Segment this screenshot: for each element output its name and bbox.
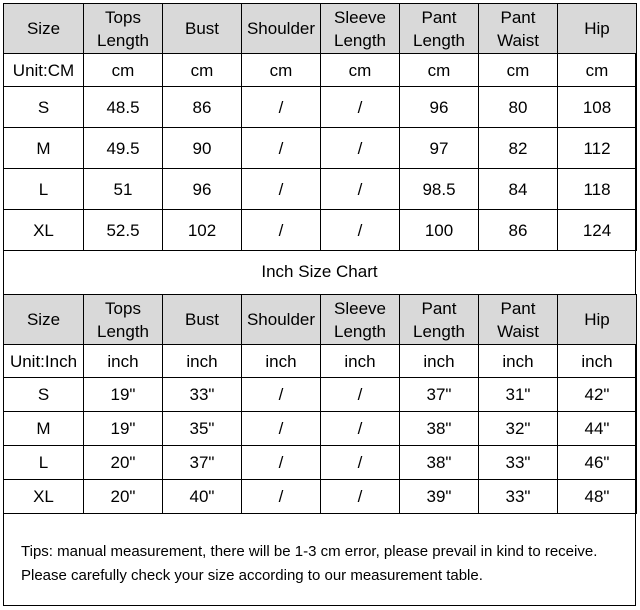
column-header-line: Tops	[105, 298, 141, 318]
measurement-cell: /	[321, 128, 400, 169]
size-label-cell: S	[4, 87, 84, 128]
column-header	[4, 295, 84, 345]
unit-cell: inch	[400, 345, 479, 378]
column-header-line: Bust	[184, 19, 220, 38]
measurement-cell: 48"	[558, 480, 637, 514]
column-header	[84, 4, 163, 54]
measurement-cell: 33"	[479, 480, 558, 514]
measurement-cell: /	[242, 412, 321, 446]
measurement-cell: 49.5	[84, 128, 163, 169]
size-label-cell: XL	[4, 480, 84, 514]
measurement-cell: /	[242, 128, 321, 169]
measurement-cell: /	[321, 169, 400, 210]
column-header-line: Length	[413, 30, 465, 50]
unit-cell: cm	[321, 54, 400, 87]
column-header-line: Size	[26, 19, 61, 38]
measurement-cell: 100	[400, 210, 479, 251]
header-row	[4, 295, 637, 345]
cm-size-table	[3, 3, 637, 251]
measurement-cell: /	[242, 378, 321, 412]
unit-cell: cm	[558, 54, 637, 87]
tips-note	[3, 520, 636, 606]
measurement-cell: 108	[558, 87, 637, 128]
measurement-cell: /	[242, 446, 321, 480]
measurement-cell: 118	[558, 169, 637, 210]
column-header-line: Sleeve	[334, 298, 386, 318]
size-label-cell: L	[4, 446, 84, 480]
measurement-cell: 98.5	[400, 169, 479, 210]
column-header	[321, 4, 400, 54]
header-row	[4, 4, 637, 54]
column-header-line: Waist	[497, 321, 539, 341]
measurement-cell: 31"	[479, 378, 558, 412]
column-header-line: Waist	[497, 30, 539, 50]
size-label-cell: XL	[4, 210, 84, 251]
unit-cell: inch	[558, 345, 637, 378]
measurement-cell: /	[321, 446, 400, 480]
measurement-cell: 84	[479, 169, 558, 210]
column-header	[558, 295, 637, 345]
measurement-cell: 38"	[400, 446, 479, 480]
measurement-cell: /	[242, 480, 321, 514]
column-header-line: Pant	[421, 7, 457, 27]
table-row	[4, 480, 637, 514]
measurement-cell: /	[321, 210, 400, 251]
size-label-cell: M	[4, 128, 84, 169]
column-header-line: Shoulder	[246, 19, 316, 38]
table-row	[4, 128, 637, 169]
column-header-line: Length	[334, 321, 386, 341]
unit-cell: Unit:CM	[4, 54, 84, 87]
measurement-cell: 112	[558, 128, 637, 169]
column-header	[321, 295, 400, 345]
column-header-line: Hip	[584, 310, 610, 329]
measurement-cell: 96	[163, 169, 242, 210]
column-header	[400, 295, 479, 345]
table-row	[4, 87, 637, 128]
measurement-cell: 80	[479, 87, 558, 128]
column-header	[242, 4, 321, 54]
measurement-cell: 86	[163, 87, 242, 128]
measurement-cell: 46"	[558, 446, 637, 480]
size-label-cell: S	[4, 378, 84, 412]
measurement-cell: 33"	[479, 446, 558, 480]
measurement-cell: /	[242, 87, 321, 128]
size-label-cell: M	[4, 412, 84, 446]
column-header	[400, 4, 479, 54]
measurement-cell: 38"	[400, 412, 479, 446]
unit-cell: cm	[400, 54, 479, 87]
unit-cell: cm	[163, 54, 242, 87]
table-row	[4, 210, 637, 251]
column-header	[163, 295, 242, 345]
tips-line: Tips: manual measurement, there will be 1-3 cm error, please prevail in kind to receive.	[21, 543, 598, 560]
inch-size-table	[3, 294, 637, 514]
unit-cell: inch	[321, 345, 400, 378]
measurement-cell: /	[321, 87, 400, 128]
measurement-cell: 42"	[558, 378, 637, 412]
column-header-line: Hip	[584, 19, 610, 38]
unit-cell: cm	[479, 54, 558, 87]
unit-cell: cm	[84, 54, 163, 87]
measurement-cell: /	[242, 169, 321, 210]
measurement-cell: 19"	[84, 378, 163, 412]
measurement-cell: 52.5	[84, 210, 163, 251]
table-row	[4, 378, 637, 412]
measurement-cell: 40"	[163, 480, 242, 514]
measurement-cell: 51	[84, 169, 163, 210]
column-header-line: Pant	[500, 298, 536, 318]
unit-row	[4, 54, 637, 87]
measurement-cell: 39"	[400, 480, 479, 514]
table-row	[4, 446, 637, 480]
column-header	[4, 4, 84, 54]
column-header	[479, 4, 558, 54]
measurement-cell: 44"	[558, 412, 637, 446]
column-header-line: Pant	[500, 7, 536, 27]
unit-cell: Unit:Inch	[4, 345, 84, 378]
unit-cell: cm	[242, 54, 321, 87]
column-header-line: Shoulder	[246, 310, 316, 329]
table-row	[4, 169, 637, 210]
measurement-cell: 20"	[84, 480, 163, 514]
measurement-cell: 96	[400, 87, 479, 128]
measurement-cell: /	[321, 480, 400, 514]
unit-cell: inch	[163, 345, 242, 378]
table-row	[4, 412, 637, 446]
measurement-cell: /	[321, 412, 400, 446]
column-header-line: Pant	[421, 298, 457, 318]
unit-row	[4, 345, 637, 378]
measurement-cell: 35"	[163, 412, 242, 446]
column-header	[163, 4, 242, 54]
column-header	[242, 295, 321, 345]
unit-cell: inch	[479, 345, 558, 378]
measurement-cell: 90	[163, 128, 242, 169]
inch-chart-title: Inch Size Chart	[3, 250, 636, 294]
tips-line: Please carefully check your size according to our measurement table.	[21, 567, 483, 584]
column-header-line: Length	[97, 321, 149, 341]
measurement-cell: 33"	[163, 378, 242, 412]
column-header-line: Length	[97, 30, 149, 50]
column-header-line: Sleeve	[334, 7, 386, 27]
measurement-cell: 86	[479, 210, 558, 251]
measurement-cell: 19"	[84, 412, 163, 446]
measurement-cell: 37"	[400, 378, 479, 412]
unit-cell: inch	[242, 345, 321, 378]
measurement-cell: 37"	[163, 446, 242, 480]
column-header	[558, 4, 637, 54]
measurement-cell: 82	[479, 128, 558, 169]
measurement-cell: /	[321, 378, 400, 412]
column-header-line: Length	[334, 30, 386, 50]
column-header-line: Tops	[105, 7, 141, 27]
measurement-cell: 20"	[84, 446, 163, 480]
column-header-line: Size	[26, 310, 61, 329]
column-header-line: Length	[413, 321, 465, 341]
unit-cell: inch	[84, 345, 163, 378]
measurement-cell: 97	[400, 128, 479, 169]
column-header-line: Bust	[184, 310, 220, 329]
measurement-cell: /	[242, 210, 321, 251]
column-header	[479, 295, 558, 345]
measurement-cell: 102	[163, 210, 242, 251]
measurement-cell: 48.5	[84, 87, 163, 128]
measurement-cell: 124	[558, 210, 637, 251]
measurement-cell: 32"	[479, 412, 558, 446]
column-header	[84, 295, 163, 345]
size-label-cell: L	[4, 169, 84, 210]
